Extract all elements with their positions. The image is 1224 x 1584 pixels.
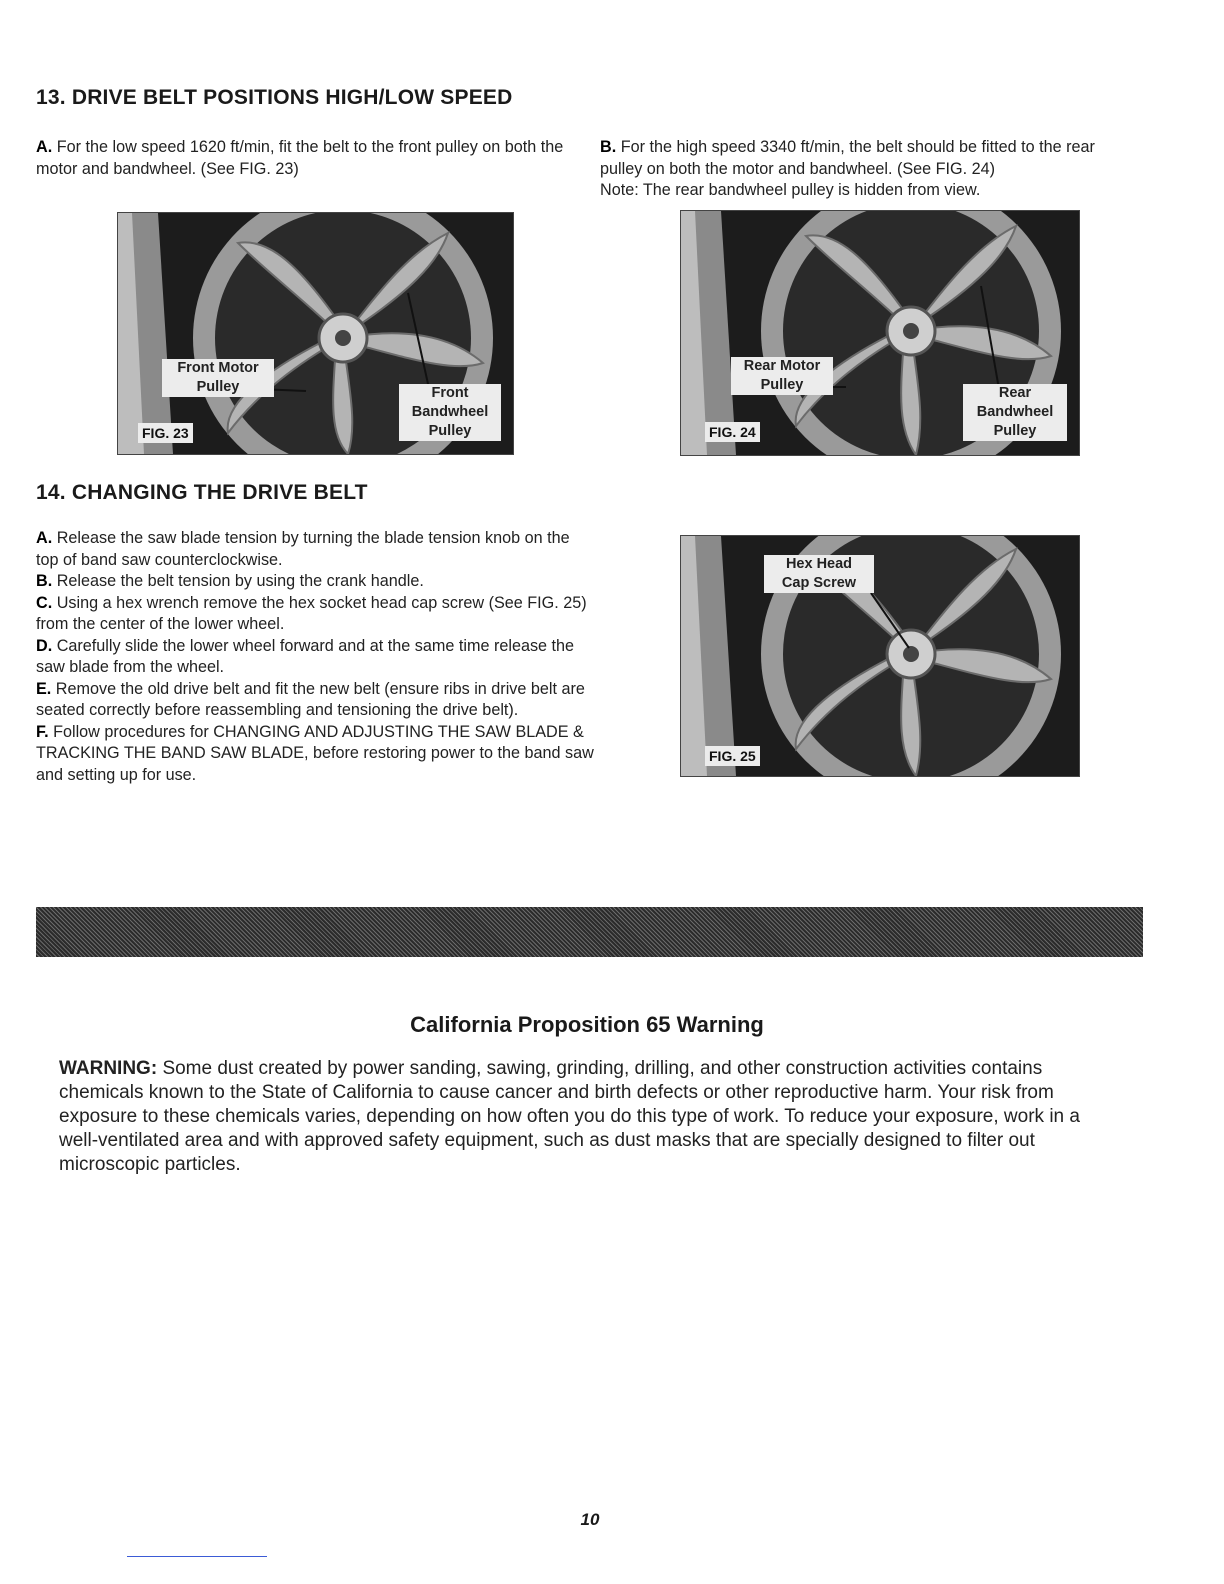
section-14-steps — [36, 528, 596, 786]
para-b-note: Note: The rear bandwheel pulley is hidden from view. — [600, 181, 981, 199]
bandwheel-photo-25 — [681, 536, 1079, 776]
front-motor-pulley-label: Front Motor Pulley — [162, 359, 274, 397]
step-e: E. Remove the old drive belt and fit the new belt (ensure ribs in drive belt are seated correctly before reassembling and tensioning the drive belt). — [36, 679, 585, 719]
para-b-text: For the high speed 3340 ft/min, the belt should be fitted to the rear pulley on both the motor and bandwheel. (See FIG. 24) — [600, 138, 1095, 178]
section-14-title: 14. CHANGING THE DRIVE BELT — [36, 481, 368, 504]
section-13-para-a — [36, 137, 566, 180]
section-13-para-b — [600, 137, 1120, 202]
prop-65-warning-title: California Proposition 65 Warning — [410, 1012, 764, 1037]
rear-bandwheel-pulley-label: Rear Bandwheel Pulley — [963, 384, 1067, 441]
prop-65-warning-text — [59, 1057, 1119, 1177]
figure-24 — [680, 210, 1080, 456]
warning-label: WARNING: — [59, 1058, 158, 1079]
warning-body: Some dust created by power sanding, sawing, grinding, drilling, and other construction activities contains chemicals known to the State of California to cause cancer and birth defects or other reproductive harm. Your risk from exposure to these chemicals varies, depending on how often you do this type of work. To reduce your exposure, work in a well-ventilated area and with approved safety equipment, such as dust masks that are specially designed to filter out microscopic particles. — [59, 1058, 1080, 1175]
figure-23 — [117, 212, 514, 455]
step-b: B. Release the belt tension by using the crank handle. — [36, 572, 424, 590]
step-c: C. Using a hex wrench remove the hex socket head cap screw (See FIG. 25) from the center of the lower wheel. — [36, 593, 587, 633]
fig-23-tag: FIG. 23 — [138, 423, 193, 443]
para-b-label: B. — [600, 138, 617, 156]
figure-25 — [680, 535, 1080, 777]
hex-head-cap-screw-label: Hex Head Cap Screw — [764, 555, 874, 593]
front-bandwheel-pulley-label: Front Bandwheel Pulley — [399, 384, 501, 441]
rear-motor-pulley-label: Rear Motor Pulley — [731, 357, 833, 395]
para-a-text: For the low speed 1620 ft/min, fit the belt to the front pulley on both the motor and bandwheel. (See FIG. 23) — [36, 138, 564, 178]
step-d: D. Carefully slide the lower wheel forward and at the same time release the saw blade from the wheel. — [36, 636, 575, 676]
footer-rule — [127, 1556, 267, 1557]
fig-24-tag: FIG. 24 — [705, 422, 760, 442]
section-13-title: 13. DRIVE BELT POSITIONS HIGH/LOW SPEED — [36, 86, 513, 109]
warning-banner-bar — [36, 907, 1143, 957]
para-a-label: A. — [36, 138, 53, 156]
step-a: A. Release the saw blade tension by turning the blade tension knob on the top of band saw counterclockwise. — [36, 529, 570, 569]
step-f: F. Follow procedures for CHANGING AND ADJUSTING THE SAW BLADE & TRACKING THE BAND SAW BLADE, before restoring power to the band saw and setting up for use. — [36, 722, 594, 784]
fig-25-tag: FIG. 25 — [705, 746, 760, 766]
page-number: 10 — [580, 1510, 600, 1529]
